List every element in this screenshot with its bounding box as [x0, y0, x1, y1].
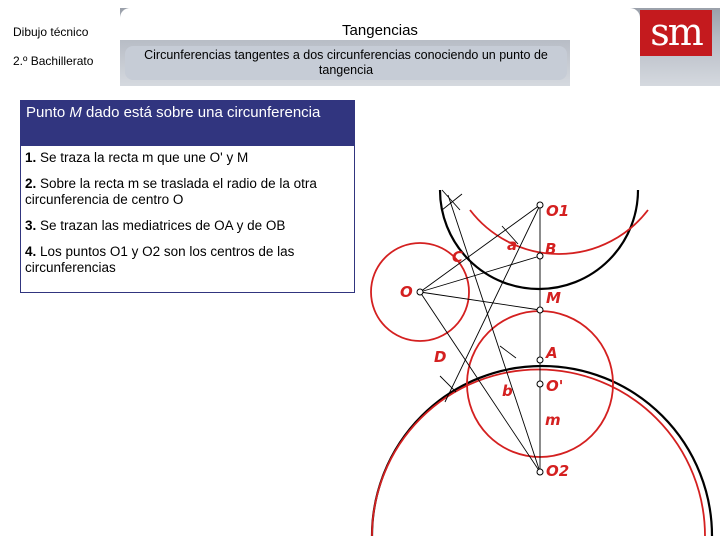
label-m-point: M: [546, 289, 561, 307]
step-1-num: 1.: [25, 150, 37, 165]
step-3-text: Se trazan las mediatrices de OA y de OB: [40, 218, 286, 233]
case-var: M: [69, 104, 82, 121]
step-1-text: Se traza la recta m que une O' y M: [40, 150, 249, 165]
label-b-small: b: [502, 382, 513, 400]
point-o-prime: [537, 381, 543, 387]
point-o: [417, 289, 423, 295]
point-a: [537, 357, 543, 363]
page-title: Tangencias: [342, 22, 418, 39]
step-4-num: 4.: [25, 244, 37, 259]
subject-label: Dibujo técnico: [13, 25, 89, 39]
line-o-o2: [420, 292, 540, 472]
label-c: C: [452, 248, 464, 266]
circle-o2-red-arc: [372, 370, 705, 537]
label-o1: O1: [546, 202, 570, 220]
point-o2: [537, 469, 543, 475]
label-a: A: [546, 344, 558, 362]
logo-text: sm: [650, 10, 702, 54]
case-post: dado está sobre una circunferencia: [81, 104, 321, 121]
label-m-line: m: [545, 411, 561, 429]
label-b: B: [545, 240, 557, 258]
page-subtitle: Circunferencias tangentes a dos circunferencias conociendo un punto de tangencia: [144, 48, 548, 77]
step-4-text: Los puntos O1 y O2 son los centros de las circunferencias: [25, 244, 295, 275]
step-3-num: 3.: [25, 218, 37, 233]
step-2-num: 2.: [25, 176, 37, 191]
mediatrix-ob: [448, 195, 540, 472]
point-m: [537, 307, 543, 313]
label-o2: O2: [546, 462, 570, 480]
point-b: [537, 253, 543, 259]
case-pre: Punto: [26, 104, 70, 121]
label-o: O: [400, 283, 413, 301]
step-2-text: Sobre la recta m se traslada el radio de la otra circunferencia de centro O: [25, 176, 317, 207]
line-oa: [420, 292, 540, 310]
label-a-small: a: [507, 236, 518, 254]
label-d: D: [434, 348, 447, 366]
label-o-prime: O': [546, 377, 564, 395]
circle-o2-arc: [372, 366, 712, 536]
point-o1: [537, 202, 543, 208]
level-label: 2.º Bachillerato: [13, 54, 94, 68]
